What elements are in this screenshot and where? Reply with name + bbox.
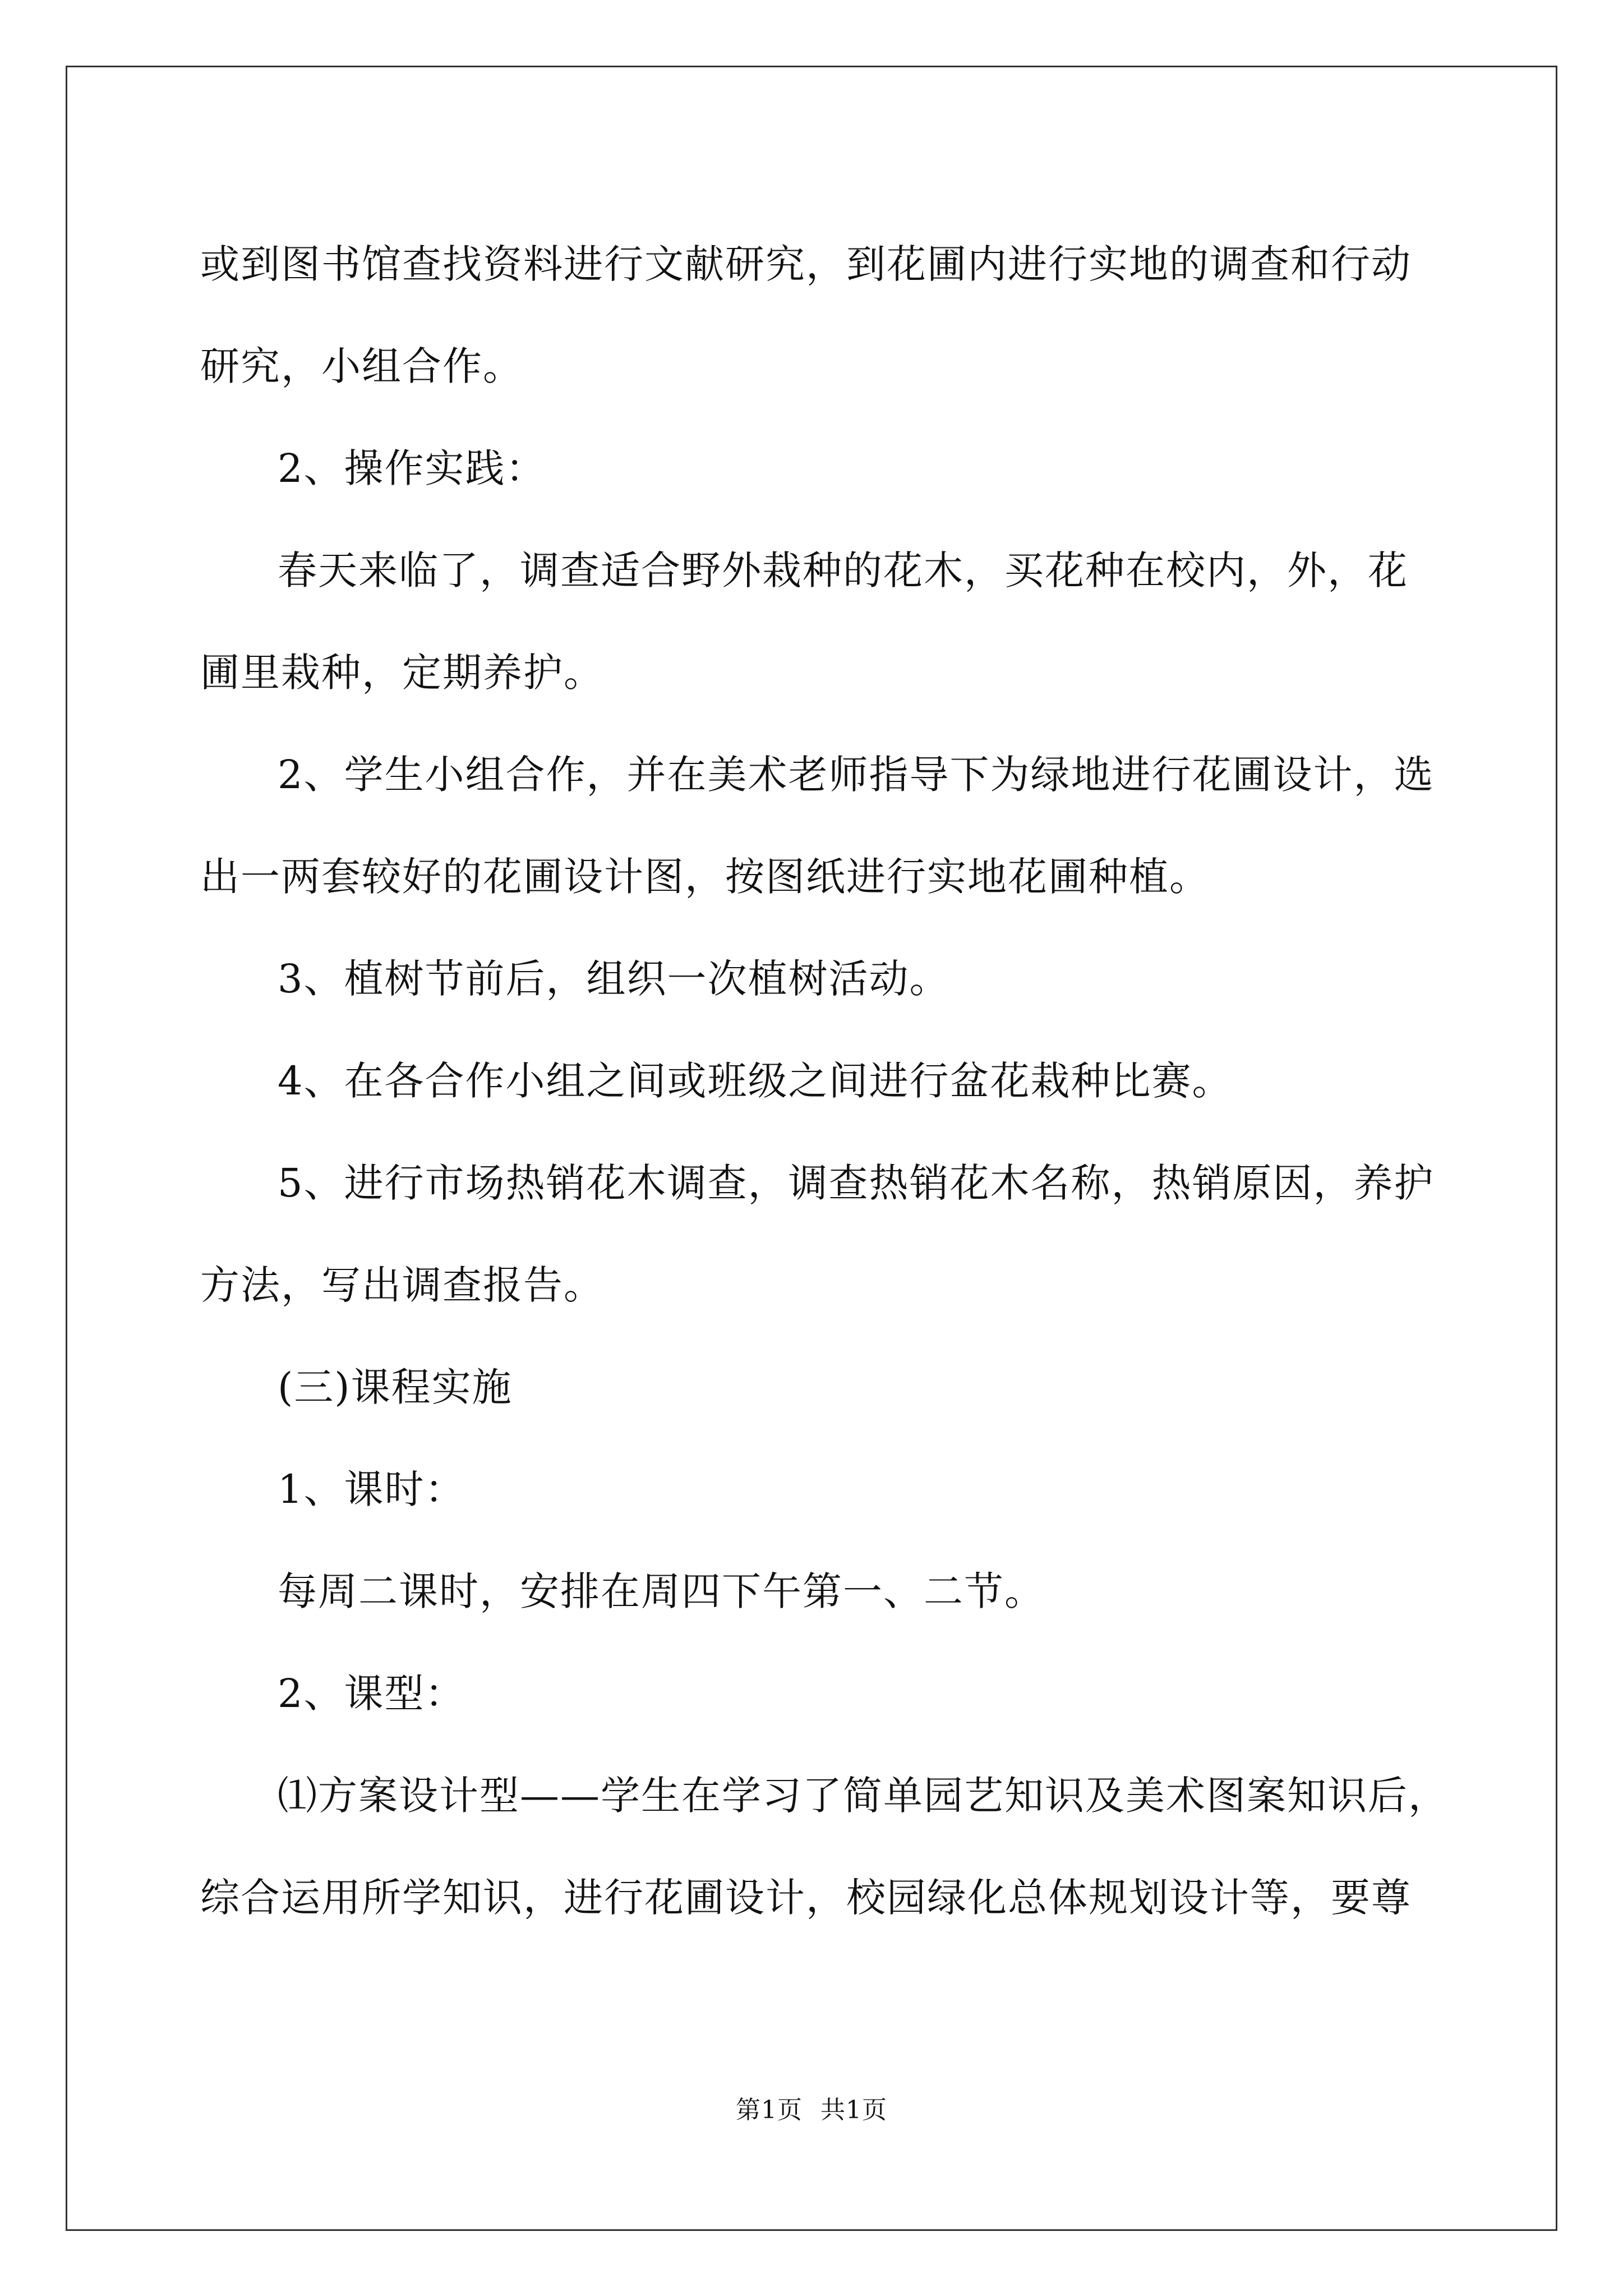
text-line-6: 2、学生小组合作，并在美术老师指导下为绿地进行花圃设计，选 [278,752,1435,798]
page-total: 共1页 [820,2096,887,2124]
text-line-1: 或到图书馆查找资料进行文献研究，到花圃内进行实地的调查和行动 [200,241,1412,287]
text-line-14: 每周二课时，安排在周四下午第一、二节。 [278,1568,1045,1614]
text-line-4: 春天来临了，调查适合野外栽种的花木，买花种在校内，外，花 [278,547,1408,593]
section-heading: (三)课程实施 [278,1364,513,1410]
text-line-15: 2、课型： [278,1671,465,1717]
text-line-17: 综合运用所学知识，进行花圃设计，校园绿化总体规划设计等，要尊 [200,1875,1412,1921]
text-line-5: 圃里栽种，定期养护。 [200,650,604,696]
text-line-3: 2、操作实践： [278,445,546,491]
text-line-9: 4、在各合作小组之间或班级之间进行盆花栽种比赛。 [278,1058,1233,1104]
page-number: 第1页 [736,2096,803,2124]
text-line-7: 出一两套较好的花圃设计图，按图纸进行实地花圃种植。 [200,854,1210,900]
text-line-11: 方法，写出调查报告。 [200,1262,604,1308]
page-footer [0,2093,1623,2127]
text-line-10: 5、进行市场热销花木调查，调查热销花木名称，热销原因，养护 [278,1160,1435,1206]
document-body [200,213,1451,1949]
text-line-2: 研究，小组合作。 [200,343,523,389]
text-line-13: 1、课时： [278,1466,465,1512]
text-line-16: ⑴方案设计型——学生在学习了简单园艺知识及美术图案知识后， [278,1773,1449,1819]
text-line-8: 3、植树节前后，组织一次植树活动。 [278,956,950,1002]
